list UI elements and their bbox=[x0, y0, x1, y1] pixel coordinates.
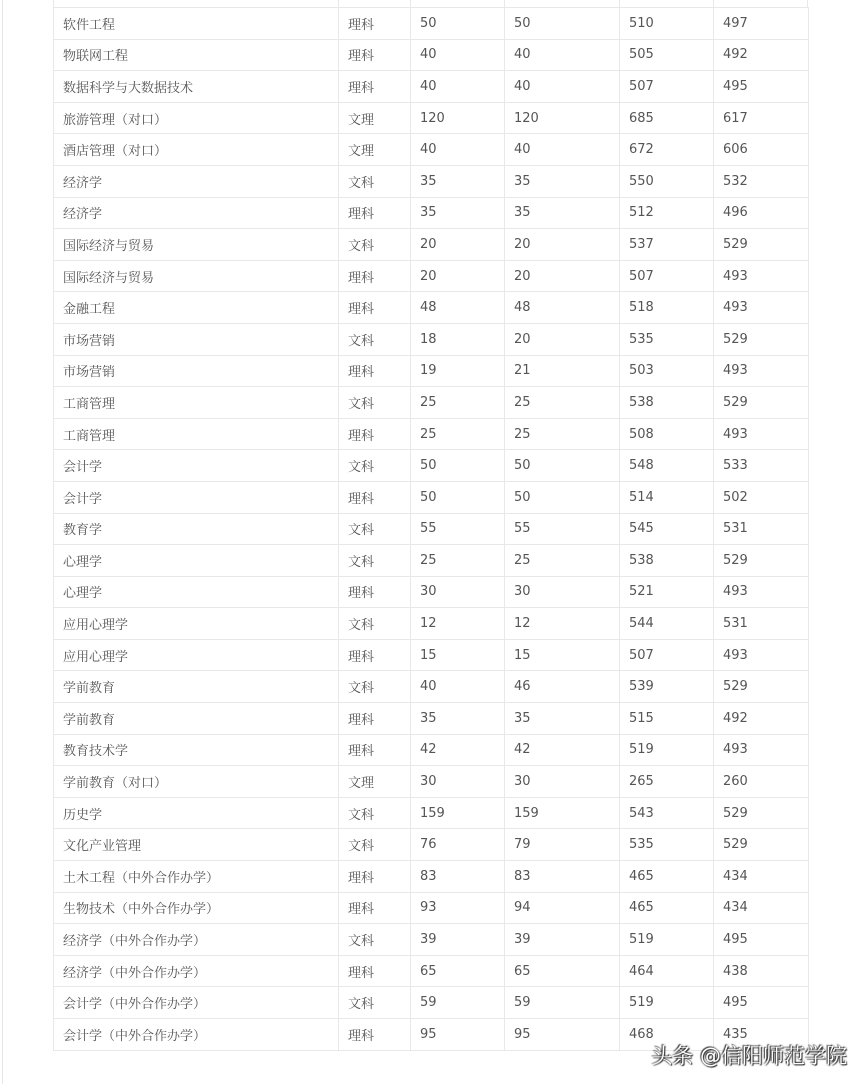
category-cell: 文科 bbox=[339, 829, 411, 861]
category-cell: 文科 bbox=[339, 229, 411, 261]
max-score-cell: 507 bbox=[620, 260, 714, 292]
category-cell: 理科 bbox=[339, 576, 411, 608]
max-score-cell: 537 bbox=[620, 229, 714, 261]
max-score-cell: 503 bbox=[620, 355, 714, 387]
table-row bbox=[54, 292, 809, 324]
max-score-cell: 545 bbox=[620, 513, 714, 545]
plan-count-cell: 76 bbox=[411, 829, 505, 861]
max-score-cell: 465 bbox=[620, 892, 714, 924]
major-cell: 应用心理学 bbox=[54, 639, 339, 671]
major-cell: 会计学（中外合作办学） bbox=[54, 1019, 339, 1051]
min-score-cell: 434 bbox=[714, 861, 809, 893]
category-cell: 理科 bbox=[339, 197, 411, 229]
major-cell: 教育学 bbox=[54, 513, 339, 545]
min-score-cell: 493 bbox=[714, 576, 809, 608]
min-score-cell: 493 bbox=[714, 734, 809, 766]
min-score-cell: 529 bbox=[714, 323, 809, 355]
plan-count-cell: 95 bbox=[411, 1019, 505, 1051]
admitted-count-cell: 65 bbox=[505, 955, 620, 987]
min-score-cell: 434 bbox=[714, 892, 809, 924]
admitted-count-cell: 15 bbox=[505, 639, 620, 671]
major-cell: 市场营销 bbox=[54, 323, 339, 355]
table-row bbox=[54, 861, 809, 893]
plan-count-cell: 20 bbox=[411, 229, 505, 261]
admitted-count-cell: 35 bbox=[505, 165, 620, 197]
table-row bbox=[54, 608, 809, 640]
admitted-count-cell: 59 bbox=[505, 987, 620, 1019]
min-score-cell: 532 bbox=[714, 165, 809, 197]
table-row bbox=[54, 545, 809, 577]
category-cell: 理科 bbox=[339, 39, 411, 71]
max-score-cell: 508 bbox=[620, 418, 714, 450]
plan-count-cell: 59 bbox=[411, 987, 505, 1019]
max-score-cell: 535 bbox=[620, 829, 714, 861]
min-score-cell: 529 bbox=[714, 671, 809, 703]
table-body bbox=[54, 8, 809, 1051]
admitted-count-cell: 95 bbox=[505, 1019, 620, 1051]
category-cell: 文理 bbox=[339, 766, 411, 798]
max-score-cell: 538 bbox=[620, 545, 714, 577]
max-score-cell: 468 bbox=[620, 1019, 714, 1051]
table-row bbox=[54, 734, 809, 766]
category-cell: 理科 bbox=[339, 955, 411, 987]
major-cell: 会计学 bbox=[54, 450, 339, 482]
admitted-count-cell: 40 bbox=[505, 134, 620, 166]
max-score-cell: 519 bbox=[620, 924, 714, 956]
admitted-count-cell: 39 bbox=[505, 924, 620, 956]
plan-count-cell: 93 bbox=[411, 892, 505, 924]
min-score-cell: 529 bbox=[714, 797, 809, 829]
category-cell: 理科 bbox=[339, 418, 411, 450]
max-score-cell: 464 bbox=[620, 955, 714, 987]
major-cell: 金融工程 bbox=[54, 292, 339, 324]
table-row bbox=[54, 797, 809, 829]
table-row bbox=[54, 71, 809, 103]
major-cell: 经济学（中外合作办学） bbox=[54, 955, 339, 987]
min-score-cell: 495 bbox=[714, 71, 809, 103]
admitted-count-cell: 30 bbox=[505, 766, 620, 798]
table-row bbox=[54, 260, 809, 292]
category-cell: 文科 bbox=[339, 450, 411, 482]
table-row bbox=[54, 703, 809, 735]
min-score-cell: 493 bbox=[714, 292, 809, 324]
major-cell: 工商管理 bbox=[54, 418, 339, 450]
admitted-count-cell: 25 bbox=[505, 545, 620, 577]
plan-count-cell: 83 bbox=[411, 861, 505, 893]
plan-count-cell: 12 bbox=[411, 608, 505, 640]
category-cell: 理科 bbox=[339, 639, 411, 671]
min-score-cell: 260 bbox=[714, 766, 809, 798]
page-left-edge bbox=[2, 0, 3, 1084]
min-score-cell: 497 bbox=[714, 8, 809, 40]
admitted-count-cell: 35 bbox=[505, 197, 620, 229]
table-row bbox=[54, 766, 809, 798]
max-score-cell: 539 bbox=[620, 671, 714, 703]
min-score-cell: 496 bbox=[714, 197, 809, 229]
category-cell: 理科 bbox=[339, 861, 411, 893]
category-cell: 文科 bbox=[339, 545, 411, 577]
max-score-cell: 521 bbox=[620, 576, 714, 608]
admitted-count-cell: 79 bbox=[505, 829, 620, 861]
table-row bbox=[54, 418, 809, 450]
category-cell: 文科 bbox=[339, 797, 411, 829]
major-cell: 软件工程 bbox=[54, 8, 339, 40]
plan-count-cell: 159 bbox=[411, 797, 505, 829]
admitted-count-cell: 50 bbox=[505, 450, 620, 482]
category-cell: 理科 bbox=[339, 734, 411, 766]
min-score-cell: 493 bbox=[714, 418, 809, 450]
major-cell: 数据科学与大数据技术 bbox=[54, 71, 339, 103]
major-cell: 旅游管理（对口） bbox=[54, 102, 339, 134]
max-score-cell: 544 bbox=[620, 608, 714, 640]
max-score-cell: 543 bbox=[620, 797, 714, 829]
table-row bbox=[54, 387, 809, 419]
table-row bbox=[54, 8, 809, 40]
max-score-cell: 519 bbox=[620, 987, 714, 1019]
admitted-count-cell: 55 bbox=[505, 513, 620, 545]
category-cell: 文理 bbox=[339, 102, 411, 134]
admitted-count-cell: 20 bbox=[505, 229, 620, 261]
table-row bbox=[54, 576, 809, 608]
admitted-count-cell: 25 bbox=[505, 418, 620, 450]
major-cell: 工商管理 bbox=[54, 387, 339, 419]
table-row bbox=[54, 134, 809, 166]
category-cell: 文科 bbox=[339, 387, 411, 419]
category-cell: 理科 bbox=[339, 1019, 411, 1051]
min-score-cell: 531 bbox=[714, 513, 809, 545]
table-top-cap bbox=[53, 0, 808, 7]
table-row bbox=[54, 513, 809, 545]
plan-count-cell: 25 bbox=[411, 418, 505, 450]
min-score-cell: 529 bbox=[714, 387, 809, 419]
major-cell: 学前教育 bbox=[54, 703, 339, 735]
major-cell: 教育技术学 bbox=[54, 734, 339, 766]
max-score-cell: 672 bbox=[620, 134, 714, 166]
min-score-cell: 502 bbox=[714, 481, 809, 513]
min-score-cell: 493 bbox=[714, 639, 809, 671]
min-score-cell: 435 bbox=[714, 1019, 809, 1051]
major-cell: 会计学 bbox=[54, 481, 339, 513]
major-cell: 国际经济与贸易 bbox=[54, 229, 339, 261]
admitted-count-cell: 20 bbox=[505, 260, 620, 292]
admitted-count-cell: 21 bbox=[505, 355, 620, 387]
table-row bbox=[54, 450, 809, 482]
max-score-cell: 507 bbox=[620, 71, 714, 103]
table-row bbox=[54, 671, 809, 703]
min-score-cell: 529 bbox=[714, 229, 809, 261]
max-score-cell: 512 bbox=[620, 197, 714, 229]
min-score-cell: 617 bbox=[714, 102, 809, 134]
min-score-cell: 529 bbox=[714, 545, 809, 577]
admitted-count-cell: 159 bbox=[505, 797, 620, 829]
plan-count-cell: 30 bbox=[411, 766, 505, 798]
major-cell: 经济学 bbox=[54, 197, 339, 229]
admitted-count-cell: 120 bbox=[505, 102, 620, 134]
min-score-cell: 495 bbox=[714, 924, 809, 956]
max-score-cell: 535 bbox=[620, 323, 714, 355]
plan-count-cell: 35 bbox=[411, 197, 505, 229]
plan-count-cell: 48 bbox=[411, 292, 505, 324]
table-row bbox=[54, 481, 809, 513]
max-score-cell: 505 bbox=[620, 39, 714, 71]
admitted-count-cell: 94 bbox=[505, 892, 620, 924]
major-cell: 生物技术（中外合作办学） bbox=[54, 892, 339, 924]
category-cell: 文科 bbox=[339, 608, 411, 640]
major-cell: 历史学 bbox=[54, 797, 339, 829]
table-row bbox=[54, 355, 809, 387]
min-score-cell: 606 bbox=[714, 134, 809, 166]
plan-count-cell: 25 bbox=[411, 387, 505, 419]
plan-count-cell: 20 bbox=[411, 260, 505, 292]
major-cell: 市场营销 bbox=[54, 355, 339, 387]
max-score-cell: 510 bbox=[620, 8, 714, 40]
major-cell: 物联网工程 bbox=[54, 39, 339, 71]
plan-count-cell: 65 bbox=[411, 955, 505, 987]
plan-count-cell: 18 bbox=[411, 323, 505, 355]
category-cell: 理科 bbox=[339, 8, 411, 40]
plan-count-cell: 40 bbox=[411, 71, 505, 103]
plan-count-cell: 120 bbox=[411, 102, 505, 134]
table-row bbox=[54, 229, 809, 261]
plan-count-cell: 19 bbox=[411, 355, 505, 387]
plan-count-cell: 30 bbox=[411, 576, 505, 608]
max-score-cell: 550 bbox=[620, 165, 714, 197]
admitted-count-cell: 42 bbox=[505, 734, 620, 766]
plan-count-cell: 25 bbox=[411, 545, 505, 577]
major-cell: 会计学（中外合作办学） bbox=[54, 987, 339, 1019]
admitted-count-cell: 40 bbox=[505, 39, 620, 71]
max-score-cell: 518 bbox=[620, 292, 714, 324]
plan-count-cell: 35 bbox=[411, 703, 505, 735]
table-row bbox=[54, 197, 809, 229]
table-row bbox=[54, 892, 809, 924]
admitted-count-cell: 35 bbox=[505, 703, 620, 735]
min-score-cell: 529 bbox=[714, 829, 809, 861]
major-cell: 学前教育（对口） bbox=[54, 766, 339, 798]
admitted-count-cell: 83 bbox=[505, 861, 620, 893]
major-cell: 土木工程（中外合作办学） bbox=[54, 861, 339, 893]
max-score-cell: 465 bbox=[620, 861, 714, 893]
category-cell: 文科 bbox=[339, 987, 411, 1019]
plan-count-cell: 40 bbox=[411, 39, 505, 71]
major-cell: 经济学（中外合作办学） bbox=[54, 924, 339, 956]
admitted-count-cell: 30 bbox=[505, 576, 620, 608]
admitted-count-cell: 46 bbox=[505, 671, 620, 703]
category-cell: 理科 bbox=[339, 260, 411, 292]
category-cell: 理科 bbox=[339, 355, 411, 387]
plan-count-cell: 50 bbox=[411, 8, 505, 40]
table-row bbox=[54, 39, 809, 71]
major-cell: 学前教育 bbox=[54, 671, 339, 703]
max-score-cell: 548 bbox=[620, 450, 714, 482]
table-row bbox=[54, 639, 809, 671]
max-score-cell: 507 bbox=[620, 639, 714, 671]
admitted-count-cell: 12 bbox=[505, 608, 620, 640]
category-cell: 理科 bbox=[339, 71, 411, 103]
admission-scores-table bbox=[53, 7, 808, 1051]
admitted-count-cell: 25 bbox=[505, 387, 620, 419]
min-score-cell: 495 bbox=[714, 987, 809, 1019]
max-score-cell: 538 bbox=[620, 387, 714, 419]
major-cell: 经济学 bbox=[54, 165, 339, 197]
major-cell: 应用心理学 bbox=[54, 608, 339, 640]
table-row bbox=[54, 829, 809, 861]
plan-count-cell: 55 bbox=[411, 513, 505, 545]
table-row bbox=[54, 102, 809, 134]
category-cell: 文科 bbox=[339, 513, 411, 545]
max-score-cell: 265 bbox=[620, 766, 714, 798]
admitted-count-cell: 20 bbox=[505, 323, 620, 355]
category-cell: 理科 bbox=[339, 481, 411, 513]
min-score-cell: 493 bbox=[714, 260, 809, 292]
watermark: 头条 @信阳师范学院 bbox=[651, 1044, 847, 1068]
category-cell: 理科 bbox=[339, 703, 411, 735]
admitted-count-cell: 50 bbox=[505, 481, 620, 513]
min-score-cell: 492 bbox=[714, 39, 809, 71]
max-score-cell: 685 bbox=[620, 102, 714, 134]
major-cell: 国际经济与贸易 bbox=[54, 260, 339, 292]
admitted-count-cell: 48 bbox=[505, 292, 620, 324]
category-cell: 文科 bbox=[339, 671, 411, 703]
table-row bbox=[54, 987, 809, 1019]
plan-count-cell: 15 bbox=[411, 639, 505, 671]
table-row bbox=[54, 165, 809, 197]
max-score-cell: 514 bbox=[620, 481, 714, 513]
table-row bbox=[54, 955, 809, 987]
major-cell: 心理学 bbox=[54, 576, 339, 608]
category-cell: 理科 bbox=[339, 292, 411, 324]
min-score-cell: 533 bbox=[714, 450, 809, 482]
min-score-cell: 493 bbox=[714, 355, 809, 387]
plan-count-cell: 40 bbox=[411, 671, 505, 703]
category-cell: 文科 bbox=[339, 924, 411, 956]
admitted-count-cell: 40 bbox=[505, 71, 620, 103]
min-score-cell: 438 bbox=[714, 955, 809, 987]
major-cell: 文化产业管理 bbox=[54, 829, 339, 861]
min-score-cell: 531 bbox=[714, 608, 809, 640]
max-score-cell: 515 bbox=[620, 703, 714, 735]
min-score-cell: 492 bbox=[714, 703, 809, 735]
major-cell: 心理学 bbox=[54, 545, 339, 577]
plan-count-cell: 40 bbox=[411, 134, 505, 166]
plan-count-cell: 39 bbox=[411, 924, 505, 956]
category-cell: 文理 bbox=[339, 134, 411, 166]
admitted-count-cell: 50 bbox=[505, 8, 620, 40]
category-cell: 文科 bbox=[339, 165, 411, 197]
plan-count-cell: 42 bbox=[411, 734, 505, 766]
table-row bbox=[54, 924, 809, 956]
category-cell: 理科 bbox=[339, 892, 411, 924]
plan-count-cell: 50 bbox=[411, 481, 505, 513]
table-row bbox=[54, 323, 809, 355]
plan-count-cell: 35 bbox=[411, 165, 505, 197]
max-score-cell: 519 bbox=[620, 734, 714, 766]
major-cell: 酒店管理（对口） bbox=[54, 134, 339, 166]
category-cell: 文科 bbox=[339, 323, 411, 355]
plan-count-cell: 50 bbox=[411, 450, 505, 482]
